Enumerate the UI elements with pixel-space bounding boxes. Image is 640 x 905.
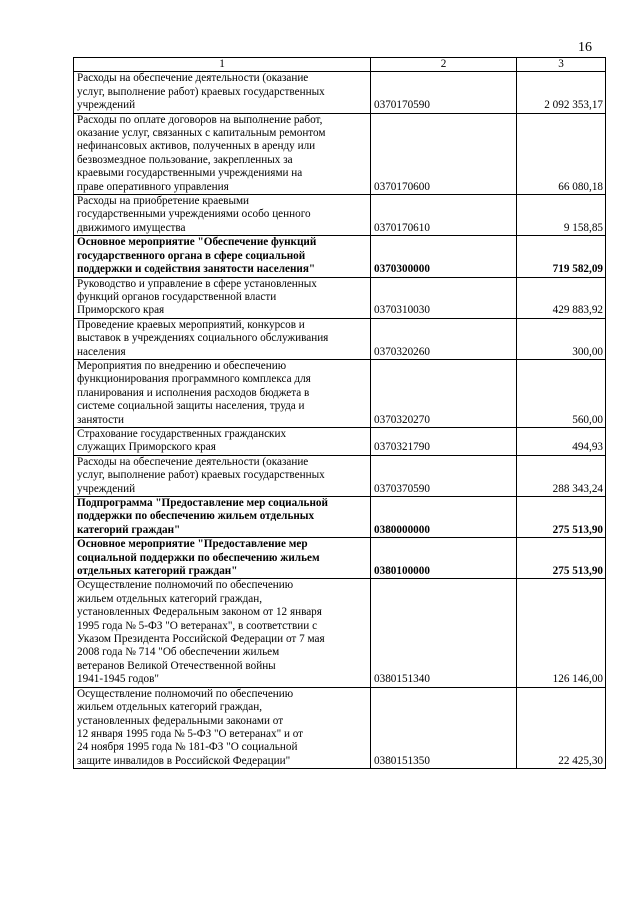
row-code-cell: 0380151350 (371, 687, 517, 768)
row-name-cell: Мероприятия по внедрению и обеспечению функционирования программного комплекса для планирования и исполнения расходов бюджета в системе социальной защиты населения, труда и занятости (74, 359, 371, 427)
row-code-cell: 0370170600 (371, 113, 517, 194)
row-code-cell: 0370300000 (371, 236, 517, 277)
table-row (74, 455, 606, 496)
row-code-cell: 0370370590 (371, 455, 517, 496)
header-col-2: 2 (371, 58, 517, 72)
row-name-cell: Расходы на обеспечение деятельности (оказание услуг, выполнение работ) краевых государственных учреждений (74, 72, 371, 113)
table-row (74, 318, 606, 359)
table-row (74, 113, 606, 194)
table-row (74, 195, 606, 236)
table-row (74, 72, 606, 113)
row-name-cell: Расходы на обеспечение деятельности (оказание услуг, выполнение работ) краевых государственных учреждений (74, 455, 371, 496)
row-amount-cell: 288 343,24 (517, 455, 606, 496)
row-amount-cell: 494,93 (517, 427, 606, 455)
page-number: 16 (578, 40, 592, 55)
row-name-cell: Осуществление полномочий по обеспечению жильем отдельных категорий граждан, установленных Федеральным законом от 12 января 1995 года № 5-ФЗ "О ветеранах", в соответствии с Указом Президента Российской Федерации от 7 мая 2008 года № 714 "Об обеспечении жильем ветеранов Великой Отечественной войны 1941-1945 годов" (74, 579, 371, 687)
row-name-cell: Осуществление полномочий по обеспечению жильем отдельных категорий граждан, установленных федеральными законами от 12 января 1995 года № 5-ФЗ "О ветеранах" и от 24 ноября 1995 года № 181-ФЗ "О социальной защите инвалидов в Российской Федерации" (74, 687, 371, 768)
table-row (74, 538, 606, 579)
row-name-cell: Расходы по оплате договоров на выполнение работ, оказание услуг, связанных с капитальным ремонтом нефинансовых активов, полученных в аренду или безвозмездное пользование, закрепленных за краевыми государственными учреждениями на праве оперативного управления (74, 113, 371, 194)
table-header (74, 58, 606, 72)
table-row (74, 497, 606, 538)
table-row (74, 277, 606, 318)
row-code-cell: 0370320270 (371, 359, 517, 427)
row-amount-cell: 300,00 (517, 318, 606, 359)
table-body (74, 72, 606, 769)
table-row (74, 427, 606, 455)
row-name-cell: Основное мероприятие "Предоставление мер социальной поддержки по обеспечению жильем отдельных категорий граждан" (74, 538, 371, 579)
row-code-cell: 0370170590 (371, 72, 517, 113)
row-code-cell: 0370310030 (371, 277, 517, 318)
row-name-cell: Страхование государственных гражданских служащих Приморского края (74, 427, 371, 455)
row-code-cell: 0380151340 (371, 579, 517, 687)
table-row (74, 687, 606, 768)
table-row (74, 236, 606, 277)
row-name-cell: Проведение краевых мероприятий, конкурсов и выставок в учреждениях социального обслуживания населения (74, 318, 371, 359)
row-amount-cell: 126 146,00 (517, 579, 606, 687)
row-code-cell: 0370170610 (371, 195, 517, 236)
row-amount-cell: 275 513,90 (517, 497, 606, 538)
row-amount-cell: 429 883,92 (517, 277, 606, 318)
row-amount-cell: 22 425,30 (517, 687, 606, 768)
budget-table (73, 57, 606, 769)
row-amount-cell: 9 158,85 (517, 195, 606, 236)
row-name-cell: Руководство и управление в сфере установленных функций органов государственной власти Приморского края (74, 277, 371, 318)
row-code-cell: 0380000000 (371, 497, 517, 538)
row-amount-cell: 719 582,09 (517, 236, 606, 277)
header-col-3: 3 (517, 58, 606, 72)
row-code-cell: 0380100000 (371, 538, 517, 579)
row-amount-cell: 2 092 353,17 (517, 72, 606, 113)
row-code-cell: 0370321790 (371, 427, 517, 455)
row-amount-cell: 66 080,18 (517, 113, 606, 194)
row-name-cell: Подпрограмма "Предоставление мер социальной поддержки по обеспечению жильем отдельных категорий граждан" (74, 497, 371, 538)
header-row (74, 58, 606, 72)
row-amount-cell: 560,00 (517, 359, 606, 427)
row-name-cell: Основное мероприятие "Обеспечение функций государственного органа в сфере социальной поддержки и содействия занятости населения" (74, 236, 371, 277)
table-row (74, 359, 606, 427)
header-col-1: 1 (74, 58, 371, 72)
row-amount-cell: 275 513,90 (517, 538, 606, 579)
row-code-cell: 0370320260 (371, 318, 517, 359)
row-name-cell: Расходы на приобретение краевыми государственными учреждениями особо ценного движимого имущества (74, 195, 371, 236)
table-row (74, 579, 606, 687)
